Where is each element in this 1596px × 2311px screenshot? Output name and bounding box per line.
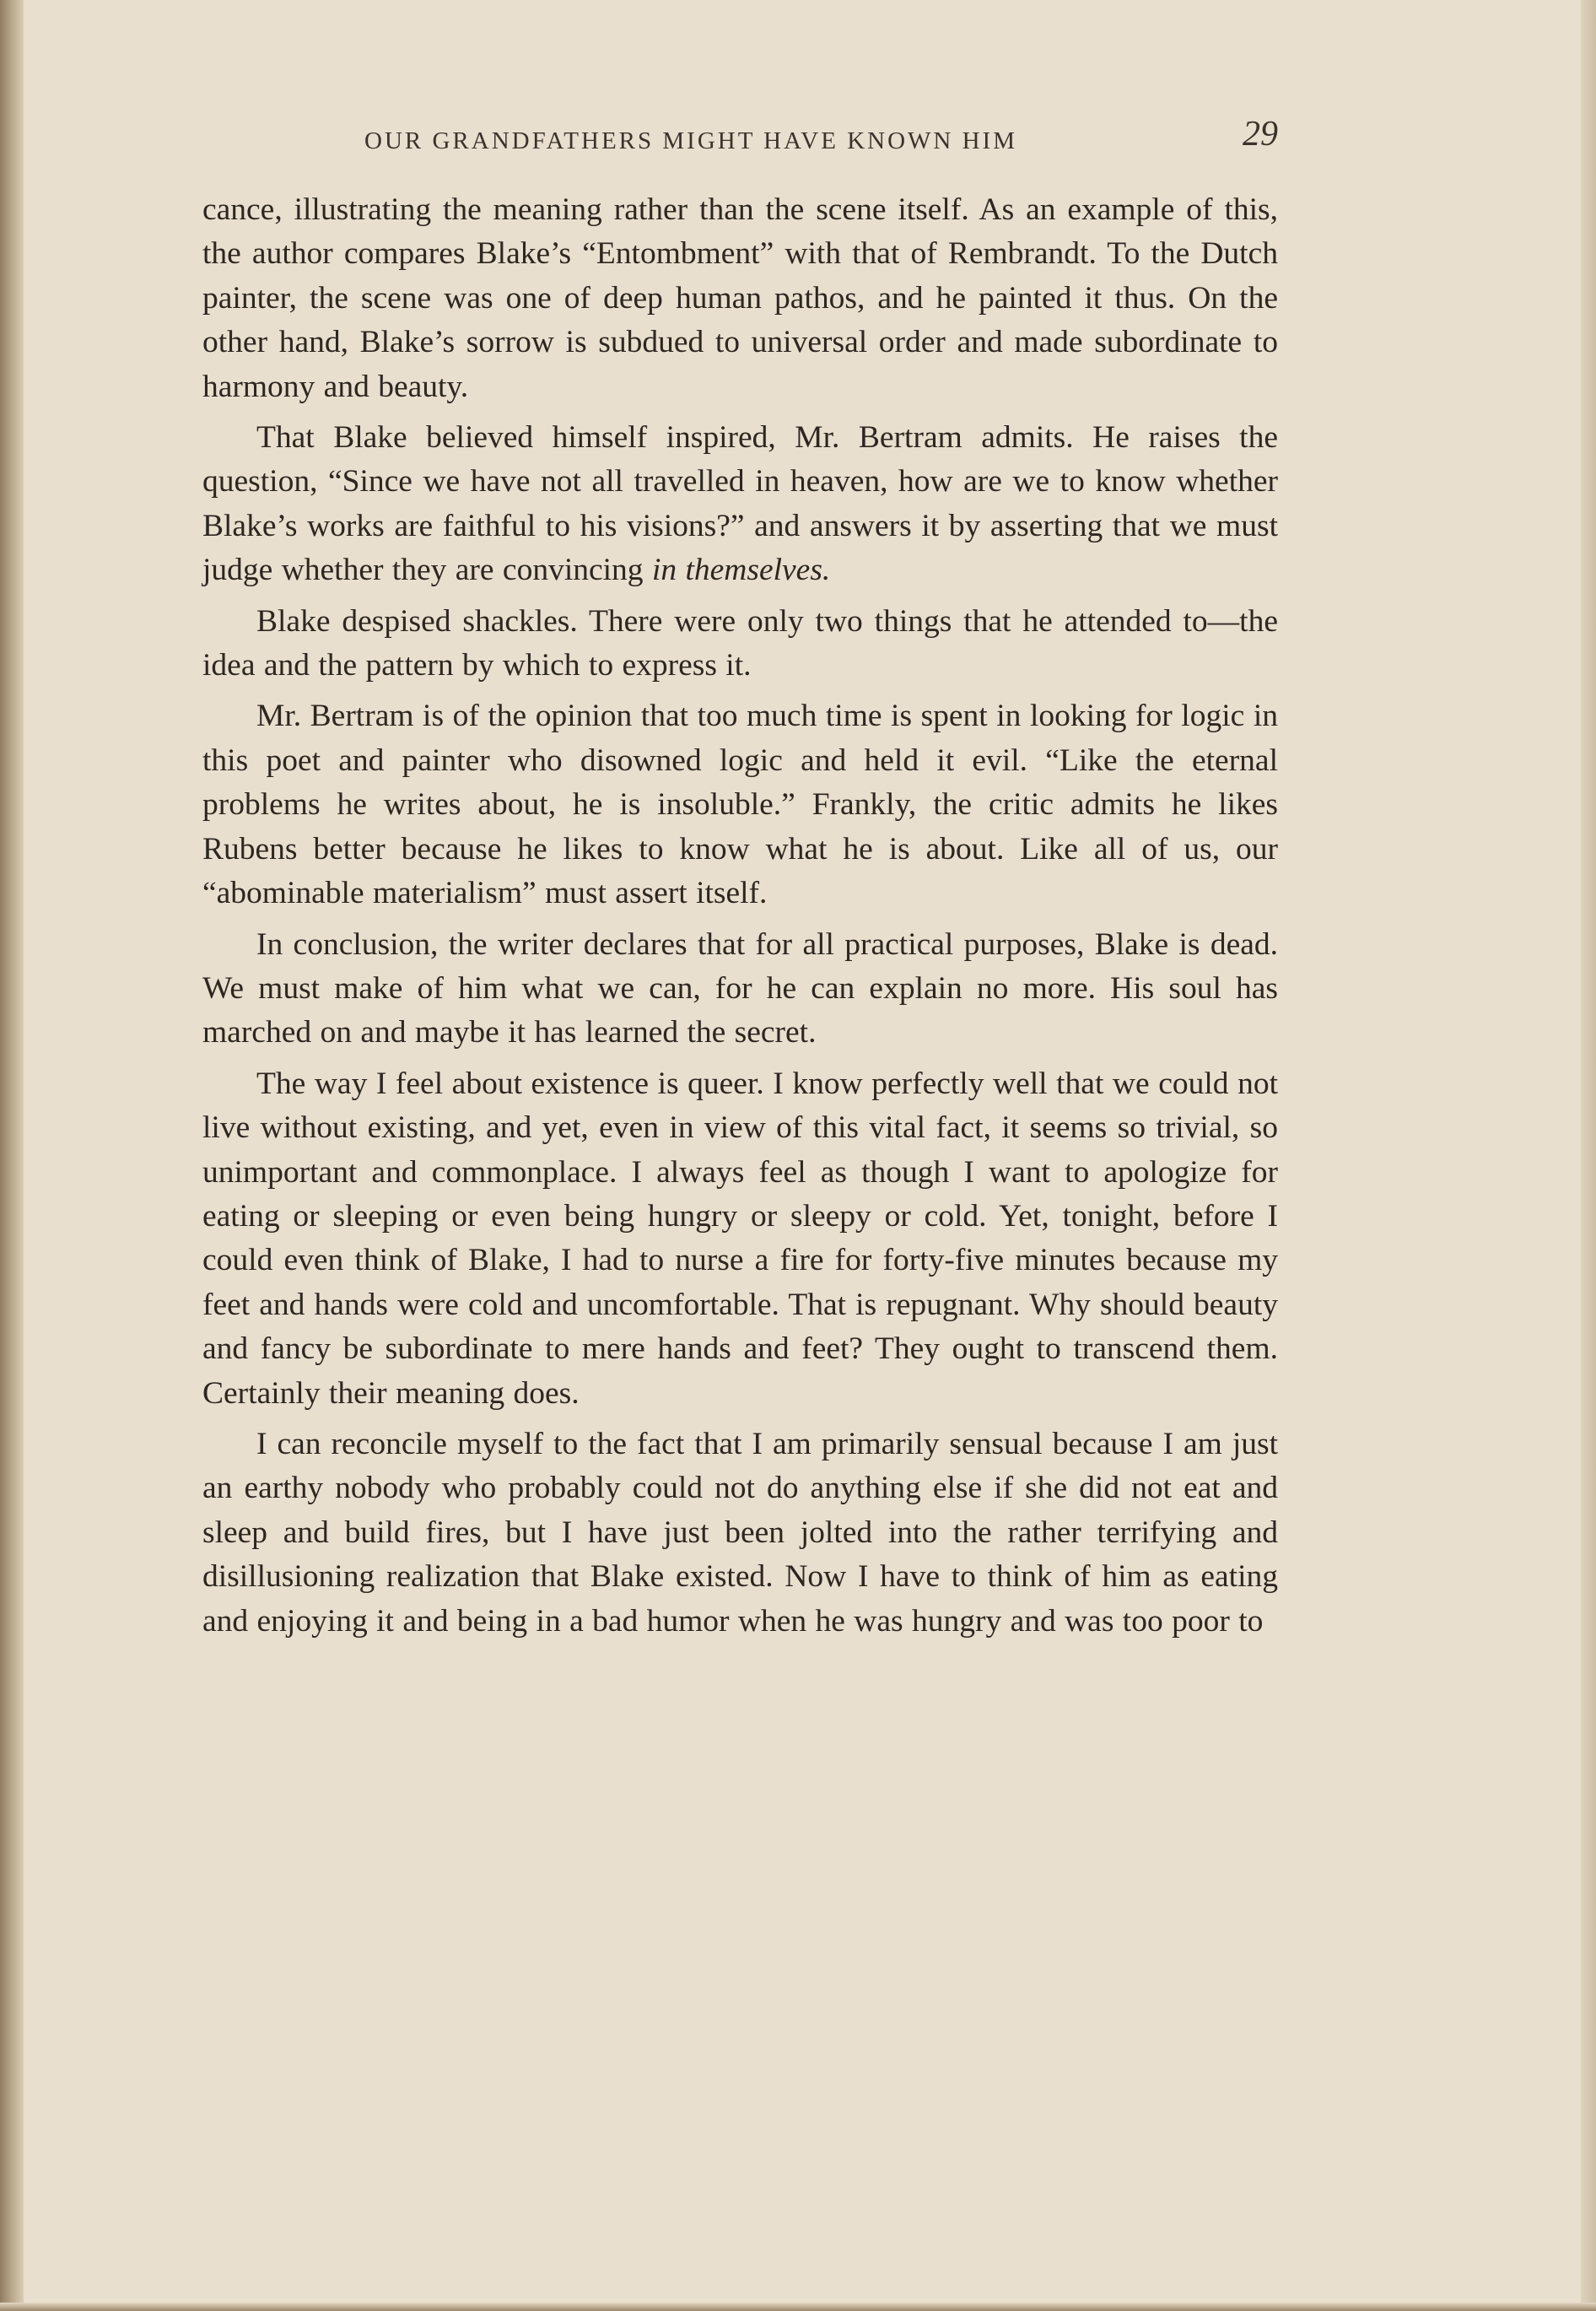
paragraph [202,600,1278,688]
running-head [202,114,1278,165]
paragraph-text: That Blake believed himself inspired, Mr. Bertram admits. He raises the question, “Since we have not all travelled in heaven, how are we to know whether Blake’s works are faithful to his visions?” and answers it by asserting that we must judge whether they are convincing [202,420,1278,588]
book-spine-shadow [0,0,24,2311]
paragraph-text: I can reconcile myself to the fact that I am primarily sensual because I am just an earthy nobody who probably could not do anything else if she did not eat and sleep and build fires, but I have just been jolted into the rather terrifying and disillusioning realization that Blake existed. Now I have to think of him as eating and enjoying it and being in a bad humor when he was hungry and was too poor to [202,1426,1278,1639]
paragraph [202,188,1278,409]
paragraph [202,416,1278,593]
page-number: 29 [1243,115,1278,154]
paragraph [202,694,1278,915]
paragraph [202,1062,1278,1416]
paragraph-text: cance, illustrating the meaning rather than the scene itself. As an example of this, the author compares Blake’s “Entombment” with that of Rembrandt. To the Dutch painter, the scene was one of deep human pathos, and he painted it thus. On the other hand, Blake’s sorrow is subdued to universal order and made subordinate to harmony and beauty. [202,192,1278,404]
paragraph [202,1423,1278,1644]
page-edge-right [1581,0,1596,2311]
paragraph-text: The way I feel about existence is queer. I know perfectly well that we could not live without existing, and yet, even in view of this vital fact, it seems so trivial, so unimportant and commonplace. I always feel as though I want to apologize for eating or sleeping or even being hungry or sleepy or cold. Yet, tonight, before I could even think of Blake, I had to nurse a fire for forty-five minutes because my feet and hands were cold and uncomfortable. That is repugnant. Why should beauty and fancy be subordinate to mere hands and feet? They ought to transcend them. Certainly their meaning does. [202,1066,1278,1411]
paragraph-text: Blake despised shackles. There were only two things that he attended to—the idea and the pattern by which to express it. [202,603,1278,683]
running-title: OUR GRANDFATHERS MIGHT HAVE KNOWN HIM [364,127,1017,154]
book-page [202,114,1278,1650]
italic-emphasis: in themselves. [651,553,831,588]
paragraph-text: Mr. Bertram is of the opinion that too much time is spent in looking for logic in this poet and painter who disowned logic and held it evil. “Like the eternal problems he writes about, he is insoluble.” Frankly, the critic admits he likes Rubens better because he likes to know what he is about. Like all of us, our “abominable materialism” must assert itself. [202,699,1278,911]
paragraph [202,923,1278,1056]
page-edge-bottom [0,2303,1596,2311]
paragraph-text: In conclusion, the writer declares that for all practical purposes, Blake is dead. We must make of him what we can, for he can explain no more. His soul has marched on and maybe it has learned the secret. [202,926,1278,1050]
body-text [202,188,1278,1644]
